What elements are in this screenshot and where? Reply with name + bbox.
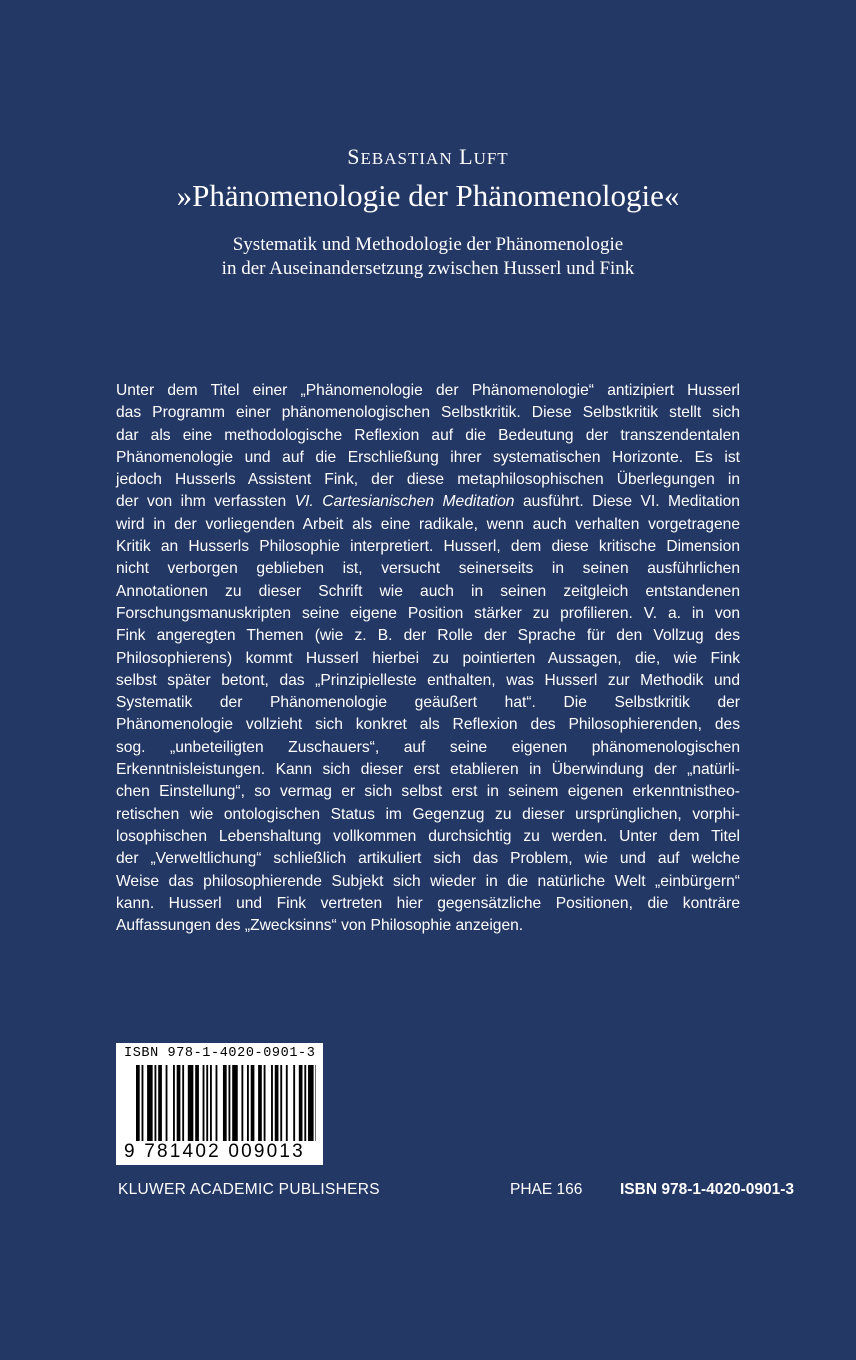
subtitle-line: in der Auseinandersetzung zwischen Husserl und Fink — [221, 258, 635, 279]
isbn-label: ISBN 978-1-4020-0901-3 — [620, 1181, 795, 1198]
barcode-bar — [195, 1065, 199, 1141]
publisher-name: KLUWER ACADEMIC PUBLISHERS — [118, 1181, 380, 1198]
blurb-line: dar als eine methodologische Reflexion auf die Bedeutung der transzendentalen — [116, 426, 740, 444]
blurb-text — [116, 380, 740, 937]
blurb-line: Systematik der Phänomenologie geäußert hat“. Die Selbstkritik der — [116, 694, 740, 712]
barcode-bar — [232, 1065, 238, 1141]
blurb-text-segment: ausführt. Diese VI. Meditation — [514, 493, 740, 511]
blurb-line: jedoch Husserls Assistent Fink, der diese metaphilosophischen Überlegungen in — [116, 471, 740, 489]
barcode-bar — [229, 1065, 231, 1141]
blurb-line: Auffassungen des „Zwecksinns“ von Philosophie anzeigen. — [116, 917, 524, 935]
blurb-line: selbst später betont, das „Prinzipielleste enthalten, was Husserl zur Methodik und — [116, 671, 740, 689]
blurb-line: Phänomenologie und auf die Erschließung ihrer systematischen Horizonte. Es ist — [116, 448, 740, 466]
book-subtitle — [0, 233, 856, 281]
blurb-line: chen Einstellung“, so vermag er sich selbst erst in seinem eigenen erkenntnistheo- — [116, 783, 740, 801]
barcode-bar — [241, 1065, 243, 1141]
blurb-line: nicht verborgen geblieben ist, versucht seinerseits in seinen ausführlichen — [116, 560, 740, 578]
author-name — [0, 144, 856, 170]
author-first-rest: EBASTIAN — [360, 149, 453, 168]
blurb-line: Weise das philosophierende Subjekt sich wieder in die natürliche Welt „einbürgern“ — [116, 872, 740, 890]
barcode-bar — [188, 1065, 194, 1141]
author-last-rest: UFT — [473, 149, 509, 168]
barcode-bar — [271, 1065, 273, 1141]
barcode-isbn-text: ISBN 978-1-4020-0901-3 — [124, 1046, 316, 1061]
blurb-line: wird in der vorliegenden Arbeit als eine radikale, wenn auch verhalten vorgetragene — [116, 515, 740, 533]
series-number: PHAE 166 — [510, 1181, 583, 1198]
blurb-line: Forschungsmanuskripten seine eigene Position stärker zu profilieren. V. a. in von — [116, 604, 740, 622]
barcode-bar — [251, 1065, 255, 1141]
blurb-line: retischen wie ontologischen Status im Gegenzug zu dieser ursprünglichen, vorphi- — [116, 805, 740, 823]
barcode-bar — [293, 1065, 295, 1141]
barcode-bar — [286, 1065, 288, 1141]
barcode-bar — [147, 1065, 153, 1141]
blurb-line: Kritik an Husserls Philosophie interpretiert. Husserl, dem diese kritische Dimension — [116, 538, 740, 556]
barcode-bar — [158, 1065, 162, 1141]
barcode-bar — [315, 1065, 316, 1141]
barcode-bar — [247, 1065, 249, 1141]
blurb-line: losophischen Lebenshaltung vollkommen durchsichtig zu werden. Unter dem Titel — [116, 827, 740, 845]
blurb-line — [116, 491, 740, 513]
barcode-bar — [280, 1065, 282, 1141]
barcode-bar — [299, 1065, 303, 1141]
barcode-bar — [264, 1065, 266, 1141]
blurb-line: das Programm einer phänomenologischen Selbstkritik. Diese Selbstkritik stellt sich — [116, 404, 740, 422]
barcode-bar — [182, 1065, 184, 1141]
blurb-line: Unter dem Titel einer „Phänomenologie der Phänomenologie“ antizipiert Husserl — [116, 382, 740, 399]
author-first-initial: S — [347, 144, 361, 169]
isbn-barcode — [116, 1043, 323, 1165]
barcode-bar — [206, 1065, 208, 1141]
blurb-line: Annotationen zu dieser Schrift wie auch in seinen zeitgleich entstandenen — [116, 582, 740, 600]
blurb-line: Phänomenologie vollzieht sich konkret als Reflexion des Philosophierenden, des — [116, 716, 740, 734]
book-title: »Phänomenologie der Phänomenologie« — [176, 178, 680, 213]
blurb-line: Philosophierens) kommt Husserl hierbei zu pointierten Aussagen, die, wie Fink — [116, 649, 740, 667]
author-last-initial: L — [459, 144, 474, 169]
blurb-italic-title: VI. Cartesianischen Meditation — [294, 493, 515, 511]
barcode-bar — [173, 1065, 175, 1141]
barcode-bar — [304, 1065, 306, 1141]
barcode-bar — [203, 1065, 205, 1141]
blurb-line: Fink angeregten Themen (wie z. B. der Rolle der Sprache für den Vollzug des — [116, 627, 740, 645]
barcode-bar — [155, 1065, 157, 1141]
barcode-bar — [177, 1065, 181, 1141]
barcode-bar — [258, 1065, 262, 1141]
barcode-bar — [210, 1065, 212, 1141]
barcode-bars — [136, 1065, 316, 1141]
barcode-digits: 9 781402 009013 — [124, 1141, 305, 1162]
blurb-text-segment: der von ihm verfassten — [116, 493, 295, 511]
blurb-line: Erkenntnisleistungen. Kann sich dieser erst etablieren in Überwindung der „natürli- — [116, 761, 740, 779]
barcode-bar — [142, 1065, 144, 1141]
barcode-bar — [166, 1065, 168, 1141]
blurb-line: der „Verweltlichung“ schließlich artikuliert sich das Problem, wie und auf welche — [116, 850, 740, 868]
blurb-line: kann. Husserl und Fink vertreten hier gegensätzliche Positionen, die konträre — [116, 894, 740, 912]
subtitle-line: Systematik und Methodologie der Phänomenologie — [232, 234, 624, 255]
barcode-bar — [223, 1065, 227, 1141]
barcode-bar — [275, 1065, 279, 1141]
blurb-line: sog. „unbeteiligten Zuschauers“, auf seine eigenen phänomenologischen — [116, 738, 740, 756]
barcode-bar — [216, 1065, 218, 1141]
barcode-bar — [136, 1065, 140, 1141]
barcode-bar — [308, 1065, 314, 1141]
